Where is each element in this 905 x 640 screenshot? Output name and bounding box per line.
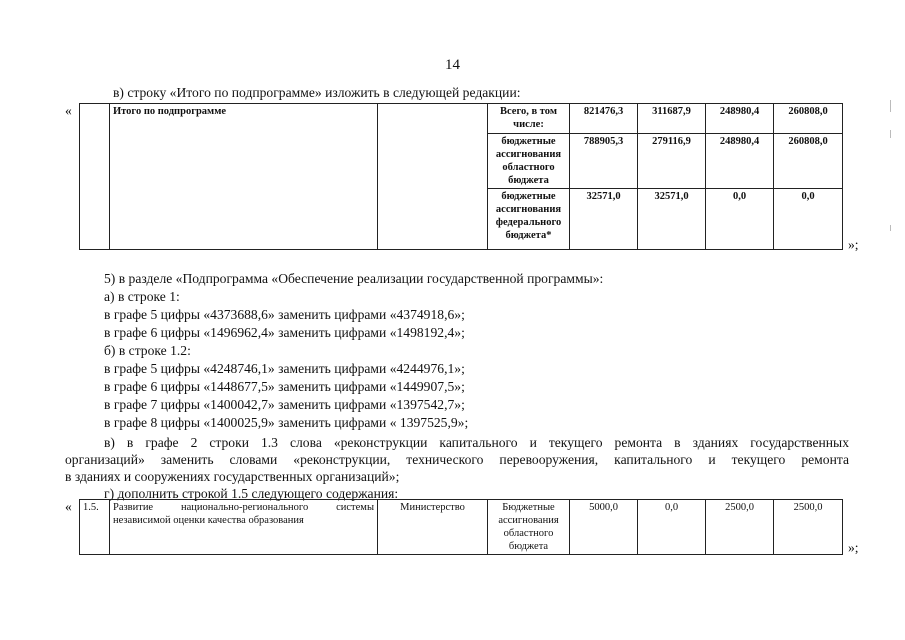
value-cell: 5000,0 [570,500,638,555]
scan-mark [890,130,891,138]
value-cell: 788905,3 [570,134,638,189]
source-cell: бюджетные ассигнования областного бюджета [488,134,570,189]
value-cell: 260808,0 [774,104,843,134]
close-quote-2: »; [848,540,859,555]
executor-cell: Министерство [378,500,488,555]
body-line: а) в строке 1: [104,289,180,304]
open-quote-2: « [65,499,72,514]
value-cell: 0,0 [638,500,706,555]
close-quote-1: »; [848,237,859,252]
num-cell [80,104,110,250]
body-line: в графе 5 цифры «4373688,6» заменить цифрами «4374918,6»; [104,307,465,322]
body-line: в графе 7 цифры «1400042,7» заменить цифрами «1397542,7»; [104,397,465,412]
value-cell: 2500,0 [774,500,843,555]
value-cell: 248980,4 [706,134,774,189]
body-line: б) в строке 1.2: [104,343,191,358]
body-line: в графе 5 цифры «4248746,1» заменить цифрами «4244976,1»; [104,361,465,376]
scan-mark [890,100,891,112]
value-cell: 32571,0 [638,189,706,250]
body-line: 5) в разделе «Подпрограмма «Обеспечение реализации государственной программы»: [104,271,604,286]
source-cell: Бюджетные ассигнования областного бюджета [488,500,570,555]
value-cell: 0,0 [774,189,843,250]
value-cell: 260808,0 [774,134,843,189]
new-row-table [79,499,843,555]
table-row [80,500,843,555]
executor-cell [378,104,488,250]
total-label: Итого по подпрограмме [110,104,378,250]
source-cell: Всего, в том числе: [488,104,570,134]
value-cell: 0,0 [706,189,774,250]
table-row [80,104,843,134]
instruction-g: г) дополнить строкой 1.5 следующего содержания: [104,486,399,501]
paragraph-v-line: организаций» заменить словами «реконструкции, технического перевооружения, капитального и текущего ремонта [65,452,849,467]
value-cell: 2500,0 [706,500,774,555]
page-number: 14 [445,57,460,73]
value-cell: 32571,0 [570,189,638,250]
subprogram-total-table [79,103,843,250]
paragraph-v-line: в зданиях и сооружениях государственных организаций»; [65,469,400,484]
body-line: в графе 6 цифры «1496962,4» заменить цифрами «1498192,4»; [104,325,465,340]
row-number: 1.5. [80,500,110,555]
measure-name: Развитие национально-регионального системы независимой оценки качества образования [110,500,378,555]
body-line: в графе 6 цифры «1448677,5» заменить цифрами «1449907,5»; [104,379,465,394]
body-line: в графе 8 цифры «1400025,9» заменить цифрами « 1397525,9»; [104,415,469,430]
value-cell: 821476,3 [570,104,638,134]
scan-mark [890,225,891,231]
value-cell: 279116,9 [638,134,706,189]
value-cell: 248980,4 [706,104,774,134]
value-cell: 311687,9 [638,104,706,134]
paragraph-v-line: в) в графе 2 строки 1.3 слова «реконструкции капитального и текущего ремонта в зданиях государственных [104,435,849,450]
source-cell: бюджетные ассигнования федерального бюджета* [488,189,570,250]
open-quote-1: « [65,103,72,118]
instruction-v: в) строку «Итого по подпрограмме» изложить в следующей редакции: [113,85,521,100]
